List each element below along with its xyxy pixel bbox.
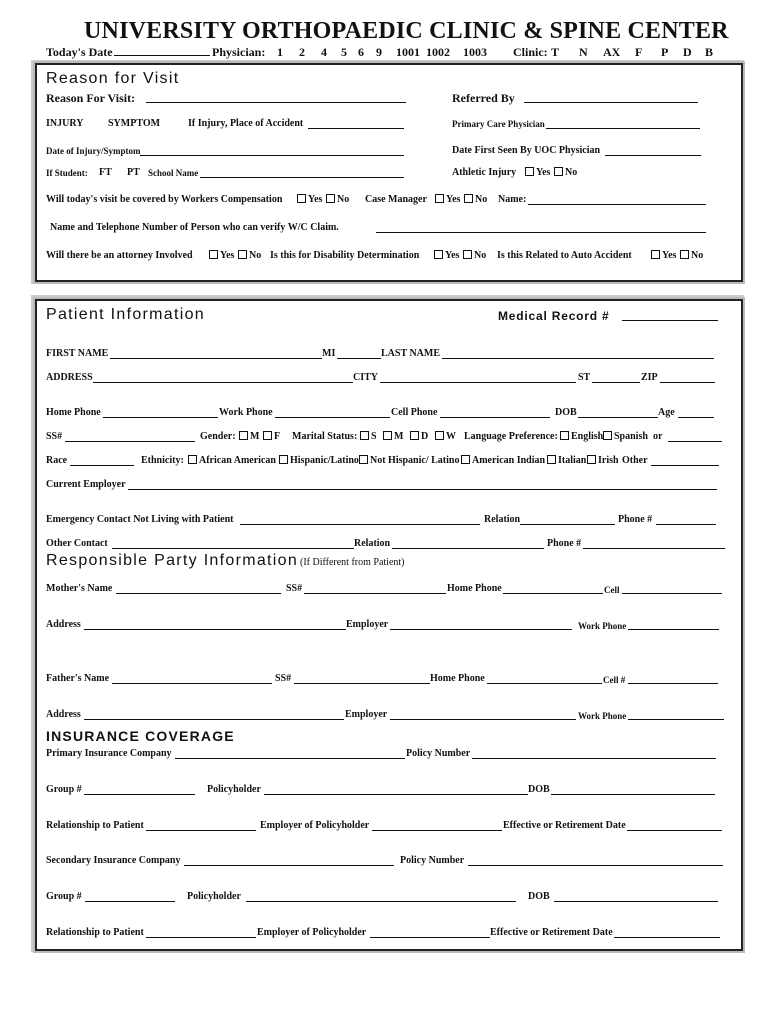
physician-option-4[interactable]: 4 — [321, 45, 327, 59]
age-label: Age — [658, 407, 675, 418]
marital-d[interactable] — [407, 431, 428, 442]
d-label: D — [421, 431, 429, 442]
secondary-group-label: Group # — [46, 891, 82, 902]
language-other-field[interactable] — [668, 430, 722, 442]
if-student-label: If Student: — [46, 168, 88, 178]
case-manager-yes[interactable] — [432, 194, 460, 205]
father-employer-label: Employer — [345, 709, 388, 720]
disability-no[interactable] — [460, 250, 486, 261]
attorney-label: Will there be an attorney Involved — [46, 250, 193, 261]
checkbox-icon[interactable] — [547, 455, 556, 464]
mother-home-phone-field[interactable] — [503, 582, 603, 594]
case-manager-name-label: Name: — [498, 194, 527, 205]
athletic-no[interactable] — [551, 167, 577, 178]
checkbox-icon[interactable] — [434, 250, 443, 259]
african-american-label: African American — [199, 455, 276, 466]
physician-option-5[interactable]: 5 — [341, 45, 347, 59]
zip-label: ZIP — [641, 372, 658, 383]
place-of-accident-label: If Injury, Place of Accident — [188, 118, 304, 129]
secondary-effective-field[interactable] — [614, 926, 720, 938]
mother-employer-field[interactable] — [390, 618, 572, 630]
marital-m[interactable] — [380, 431, 403, 442]
case-manager-no[interactable] — [461, 194, 487, 205]
form-title: UNIVERSITY ORTHOPAEDIC CLINIC & SPINE CENTER — [84, 18, 729, 44]
secondary-policy-number-field[interactable] — [468, 854, 723, 866]
clinic-option-d[interactable]: D — [683, 45, 692, 59]
athletic-yes[interactable] — [522, 167, 550, 178]
reason-for-visit-label: Reason For Visit: — [46, 91, 136, 105]
checkbox-icon[interactable] — [263, 431, 272, 440]
father-employer-field[interactable] — [390, 708, 576, 720]
wc-verify-field[interactable] — [376, 221, 706, 233]
checkbox-icon[interactable] — [680, 250, 689, 259]
workers-comp-label: Will today's visit be covered by Workers Compensation — [46, 194, 283, 205]
physician-option-9[interactable]: 9 — [376, 45, 382, 59]
checkbox-icon[interactable] — [297, 194, 306, 203]
primary-employer-label: Employer of Policyholder — [260, 820, 370, 831]
secondary-policyholder-label: Policyholder — [187, 891, 241, 902]
ethnicity-other-field[interactable] — [651, 454, 719, 466]
ethnicity-other-label: Other — [622, 455, 648, 466]
checkbox-icon[interactable] — [238, 250, 247, 259]
ethnicity-hispanic[interactable] — [276, 455, 359, 466]
father-cell-field[interactable] — [628, 672, 718, 684]
dob-label: DOB — [555, 407, 577, 418]
first-name-field[interactable] — [110, 347, 322, 359]
emergency-contact-label: Emergency Contact Not Living with Patient — [46, 514, 234, 525]
hispanic-label: Hispanic/Latino — [290, 455, 359, 466]
todays-date-field[interactable] — [114, 44, 210, 56]
irish-label: Irish — [598, 455, 619, 466]
mother-address-field[interactable] — [84, 618, 346, 630]
yes-label: Yes — [446, 194, 461, 205]
marital-w[interactable] — [432, 431, 456, 442]
mother-cell-field[interactable] — [622, 582, 722, 594]
father-work-phone-field[interactable] — [628, 708, 724, 720]
no-label: No — [691, 250, 704, 261]
primary-company-field[interactable] — [175, 747, 405, 759]
secondary-policy-number-label: Policy Number — [400, 855, 465, 866]
city-field[interactable] — [380, 371, 576, 383]
yes-label: Yes — [662, 250, 677, 261]
other-phone-field[interactable] — [583, 537, 725, 549]
emergency-contact-field[interactable] — [240, 513, 480, 525]
language-english[interactable] — [557, 431, 603, 442]
fathers-name-field[interactable] — [112, 672, 272, 684]
mother-work-phone-label: Work Phone — [578, 621, 627, 631]
father-cell-label: Cell # — [603, 675, 626, 685]
mi-label: MI — [322, 348, 336, 359]
secondary-relationship-field[interactable] — [146, 926, 256, 938]
checkbox-icon[interactable] — [383, 431, 392, 440]
spanish-label: Spanish — [614, 431, 648, 442]
injury-option[interactable]: INJURY — [46, 118, 84, 129]
emergency-phone-field[interactable] — [656, 513, 716, 525]
insurance-header: INSURANCE COVERAGE — [46, 728, 235, 744]
responsible-header: Responsible Party Information — [46, 552, 299, 569]
f-label: F — [274, 431, 281, 442]
s-label: S — [371, 431, 377, 442]
primary-dob-label: DOB — [528, 784, 550, 795]
auto-accident-yes[interactable] — [648, 250, 676, 261]
clinic-label: Clinic: — [513, 45, 548, 59]
current-employer-label: Current Employer — [46, 479, 126, 490]
primary-group-label: Group # — [46, 784, 82, 795]
medical-record-field[interactable] — [622, 309, 718, 321]
first-name-label: FIRST NAME — [46, 348, 109, 359]
checkbox-icon[interactable] — [279, 455, 288, 464]
marital-s[interactable] — [357, 431, 377, 442]
emergency-phone-label: Phone # — [618, 514, 653, 525]
checkbox-icon[interactable] — [239, 431, 248, 440]
ethnicity-italian[interactable] — [544, 455, 586, 466]
primary-policy-number-field[interactable] — [472, 747, 716, 759]
work-phone-field[interactable] — [275, 406, 390, 418]
st-label: ST — [578, 372, 591, 383]
father-address-field[interactable] — [84, 708, 344, 720]
other-relation-field[interactable] — [392, 537, 544, 549]
mothers-name-field[interactable] — [116, 582, 281, 594]
workers-comp-yes[interactable] — [294, 194, 322, 205]
cell-phone-label: Cell Phone — [391, 407, 438, 418]
father-ss-label: SS# — [275, 673, 292, 684]
ethnicity-african-american[interactable] — [185, 455, 276, 466]
gender-label: Gender: — [200, 431, 236, 442]
primary-policy-number-label: Policy Number — [406, 748, 471, 759]
yes-label: Yes — [445, 250, 460, 261]
primary-company-label: Primary Insurance Company — [46, 748, 172, 759]
last-name-field[interactable] — [442, 347, 714, 359]
place-of-accident-field[interactable] — [308, 117, 404, 129]
pt-option[interactable]: PT — [127, 167, 140, 178]
athletic-injury-label: Athletic Injury — [452, 167, 517, 178]
checkbox-icon[interactable] — [435, 194, 444, 203]
physician-option-1002[interactable]: 1002 — [426, 45, 450, 59]
ethnicity-label: Ethnicity: — [141, 455, 184, 466]
father-ss-field[interactable] — [294, 672, 430, 684]
primary-policyholder-field[interactable] — [264, 783, 528, 795]
physician-option-6[interactable]: 6 — [358, 45, 364, 59]
disability-yes[interactable] — [431, 250, 459, 261]
physician-label: Physician: — [212, 45, 266, 59]
primary-dob-field[interactable] — [551, 783, 715, 795]
address-field[interactable] — [93, 371, 353, 383]
checkbox-icon[interactable] — [410, 431, 419, 440]
secondary-policyholder-field[interactable] — [246, 890, 516, 902]
physician-option-2[interactable]: 2 — [299, 45, 305, 59]
case-manager-label: Case Manager — [365, 194, 427, 205]
primary-policyholder-label: Policyholder — [207, 784, 261, 795]
father-address-label: Address — [46, 709, 81, 720]
not-hispanic-label: Not Hispanic/ Latino — [370, 455, 460, 466]
marital-label: Marital Status: — [292, 431, 358, 442]
secondary-employer-label: Employer of Policyholder — [257, 927, 367, 938]
secondary-dob-field[interactable] — [554, 890, 718, 902]
other-contact-label: Other Contact — [46, 538, 108, 549]
no-label: No — [474, 250, 487, 261]
clinic-option-ax[interactable]: AX — [603, 45, 621, 59]
mother-address-label: Address — [46, 619, 81, 630]
american-indian-label: American Indian — [472, 455, 546, 466]
no-label: No — [475, 194, 488, 205]
wc-verify-label: Name and Telephone Number of Person who can verify W/C Claim. — [50, 222, 339, 233]
checkbox-icon[interactable] — [326, 194, 335, 203]
checkbox-icon[interactable] — [464, 194, 473, 203]
ss-field[interactable] — [65, 430, 195, 442]
other-phone-label: Phone # — [547, 538, 582, 549]
date-of-injury-label: Date of Injury/Symptom — [46, 146, 141, 156]
school-name-field[interactable] — [200, 166, 404, 178]
symptom-option[interactable]: SYMPTOM — [108, 118, 161, 129]
ss-label: SS# — [46, 431, 63, 442]
clinic-option-f[interactable]: F — [635, 45, 643, 59]
date-first-seen-field[interactable] — [605, 144, 701, 156]
checkbox-icon[interactable] — [651, 250, 660, 259]
secondary-effective-label: Effective or Retirement Date — [490, 927, 613, 938]
race-label: Race — [46, 455, 68, 466]
st-field[interactable] — [592, 371, 640, 383]
reason-for-visit-field[interactable] — [146, 91, 406, 103]
patient-header: Patient Information — [46, 306, 205, 323]
clinic-option-n[interactable]: N — [579, 45, 588, 59]
primary-employer-field[interactable] — [372, 819, 502, 831]
physician-option-1003[interactable]: 1003 — [463, 45, 487, 59]
father-home-phone-field[interactable] — [487, 672, 602, 684]
checkbox-icon[interactable] — [554, 167, 563, 176]
yes-label: Yes — [308, 194, 323, 205]
primary-care-field[interactable] — [546, 117, 700, 129]
primary-group-field[interactable] — [84, 783, 195, 795]
checkbox-icon[interactable] — [463, 250, 472, 259]
medical-record-label: Medical Record # — [498, 309, 610, 323]
ethnicity-american-indian[interactable] — [458, 455, 545, 466]
gender-m[interactable] — [236, 431, 259, 442]
auto-accident-no[interactable] — [677, 250, 703, 261]
physician-option-1001[interactable]: 1001 — [396, 45, 420, 59]
mother-cell-label: Cell — [604, 585, 620, 595]
primary-care-label: Primary Care Physician — [452, 119, 545, 129]
mother-ss-field[interactable] — [304, 582, 446, 594]
other-relation-label: Relation — [354, 538, 391, 549]
todays-date-label: Today's Date — [46, 45, 113, 59]
ethnicity-not-hispanic[interactable] — [356, 455, 459, 466]
english-label: English — [571, 431, 604, 442]
yes-label: Yes — [536, 167, 551, 178]
secondary-group-field[interactable] — [85, 890, 175, 902]
w-label: W — [446, 431, 456, 442]
referred-by-label: Referred By — [452, 91, 515, 105]
referred-by-field[interactable] — [524, 91, 698, 103]
school-name-label: School Name — [148, 168, 199, 178]
yes-label: Yes — [220, 250, 235, 261]
workers-comp-no[interactable] — [323, 194, 349, 205]
secondary-employer-field[interactable] — [370, 926, 490, 938]
father-home-phone-label: Home Phone — [430, 673, 485, 684]
disability-label: Is this for Disability Determination — [270, 250, 420, 261]
last-name-label: LAST NAME — [381, 348, 440, 359]
mother-work-phone-field[interactable] — [628, 618, 719, 630]
primary-effective-label: Effective or Retirement Date — [503, 820, 626, 831]
secondary-relationship-label: Relationship to Patient — [46, 927, 144, 938]
case-manager-name-field[interactable] — [528, 193, 706, 205]
clinic-option-t[interactable]: T — [551, 45, 560, 59]
secondary-dob-label: DOB — [528, 891, 550, 902]
no-label: No — [337, 194, 350, 205]
secondary-company-label: Secondary Insurance Company — [46, 855, 181, 866]
race-field[interactable] — [70, 454, 134, 466]
no-label: No — [249, 250, 262, 261]
home-phone-field[interactable] — [103, 406, 218, 418]
checkbox-icon[interactable] — [587, 455, 596, 464]
date-of-injury-field[interactable] — [140, 144, 404, 156]
address-label: ADDRESS — [46, 372, 93, 383]
ethnicity-irish[interactable] — [584, 455, 619, 466]
mother-ss-label: SS# — [286, 583, 303, 594]
work-phone-label: Work Phone — [219, 407, 273, 418]
clinic-option-b[interactable]: B — [705, 45, 714, 59]
mother-employer-label: Employer — [346, 619, 389, 630]
primary-effective-field[interactable] — [627, 819, 722, 831]
ft-option[interactable]: FT — [99, 167, 112, 178]
checkbox-icon[interactable] — [360, 431, 369, 440]
gender-f[interactable] — [260, 431, 280, 442]
mi-field[interactable] — [337, 347, 381, 359]
checkbox-icon[interactable] — [209, 250, 218, 259]
city-label: CITY — [353, 372, 379, 383]
checkbox-icon[interactable] — [525, 167, 534, 176]
attorney-yes[interactable] — [206, 250, 234, 261]
mother-home-phone-label: Home Phone — [447, 583, 502, 594]
checkbox-icon[interactable] — [560, 431, 569, 440]
checkbox-icon[interactable] — [359, 455, 368, 464]
zip-field[interactable] — [660, 371, 715, 383]
checkbox-icon[interactable] — [188, 455, 197, 464]
physician-option-1[interactable]: 1 — [277, 45, 283, 59]
m-label: M — [250, 431, 260, 442]
primary-relationship-field[interactable] — [146, 819, 256, 831]
clinic-option-p[interactable]: P — [661, 45, 669, 59]
current-employer-field[interactable] — [128, 478, 717, 490]
reason-header: Reason for Visit — [46, 70, 180, 87]
date-first-seen-label: Date First Seen By UOC Physician — [452, 145, 601, 156]
fathers-name-label: Father's Name — [46, 673, 110, 684]
no-label: No — [565, 167, 578, 178]
checkbox-icon[interactable] — [435, 431, 444, 440]
primary-relationship-label: Relationship to Patient — [46, 820, 144, 831]
auto-accident-label: Is this Related to Auto Accident — [497, 250, 632, 261]
emergency-relation-field[interactable] — [520, 513, 615, 525]
dob-field[interactable] — [578, 406, 658, 418]
cell-phone-field[interactable] — [440, 406, 550, 418]
m-label: M — [394, 431, 404, 442]
language-or-label: or — [653, 431, 663, 442]
age-field[interactable] — [678, 406, 714, 418]
language-spanish[interactable] — [600, 431, 648, 442]
emergency-relation-label: Relation — [484, 514, 521, 525]
language-label: Language Preference: — [464, 431, 558, 442]
home-phone-label: Home Phone — [46, 407, 101, 418]
checkbox-icon[interactable] — [603, 431, 612, 440]
father-work-phone-label: Work Phone — [578, 711, 627, 721]
other-contact-field[interactable] — [112, 537, 354, 549]
secondary-company-field[interactable] — [184, 854, 394, 866]
mothers-name-label: Mother's Name — [46, 583, 113, 594]
attorney-no[interactable] — [235, 250, 261, 261]
italian-label: Italian — [558, 455, 587, 466]
responsible-note: (If Different from Patient) — [300, 557, 405, 568]
checkbox-icon[interactable] — [461, 455, 470, 464]
